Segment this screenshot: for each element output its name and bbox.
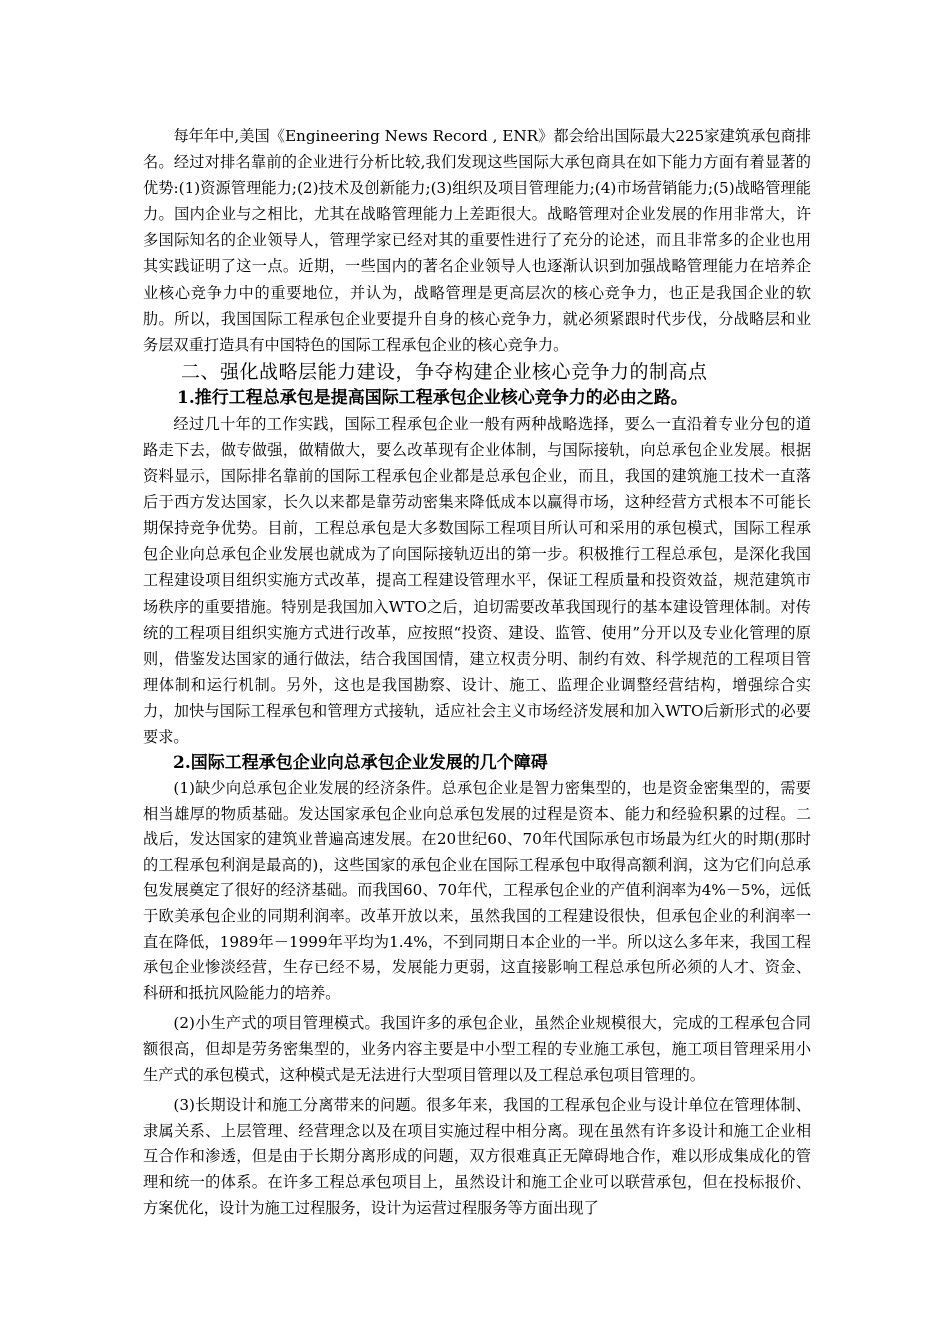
subheading-1: 1.推行工程总承包是提高国际工程承包企业核心竞争力的必由之路。 [177,387,688,408]
subheading-2: 2.国际工程承包企业向总承包企业发展的几个障碍 [173,753,548,774]
body-paragraph-4: (3)长期设计和施工分离带来的问题。很多年来，我国的工程承包企业与设计单位在管理体制、隶属关系、上层管理、经营理念以及在项目实施过程中相分离。现在虽然有许多设计和施工企业相互合作和渗透，但是由于长期分离形成的问题，双方很难真正无障碍地合作，难以形成集成化的管理和统一的体系。在许多工程总承包项目上，虽然设计和施工企业可以联营承包，但在投标报价、方案优化，设计为施工过程服务，设计为运营过程服务等方面出现了 [143,1096,811,1217]
section-heading: 二、强化战略层能力建设，争夺构建企业核心竞争力的制高点 [181,360,708,383]
body-paragraph-1: 经过几十年的工作实践，国际工程承包企业一般有两种战略选择，要么一直沿着专业分包的道路走下去，做专做强，做精做大，要么改革现有企业体制，与国际接轨，向总承包企业发展。根据资料显示，国际排名靠前的国际工程承包企业都是总承包企业，而且，我国的建筑施工技术一直落后于西方发达国家，长久以来都是靠劳动密集来降低成本以赢得市场，这种经营方式根本不可能长期保持竞争优势。目前，工程总承包是大多数国际工程项目所认可和采用的承包模式，国际工程承包企业向总承包企业发展也就成为了向国际接轨迈出的第一步。积极推行工程总承包，是深化我国工程建设项目组织实施方式改革，提高工程建设管理水平，保证工程质量和投资效益，规范建筑市场秩序的重要措施。特别是我国加入WTO之后，迫切需要改革我国现行的基本建设管理体制。对传统的工程项目组织实施方式进行改革，应按照“投资、建设、监管、使用”分开以及专业化管理的原则，借鉴发达国家的通行做法，结合我国国情，建立权责分明、制约有效、科学规范的工程项目管理体制和运行机制。另外，这也是我国勘察、设计、施工、监理企业调整经营结构，增强综合实力，加快与国际工程承包和管理方式接轨，适应社会主义市场经济发展和加入WTO后新形式的必要要求。 [143,414,811,746]
body-paragraph-2: (1)缺少向总承包企业发展的经济条件。总承包企业是智力密集型的，也是资金密集型的，需要相当雄厚的物质基础。发达国家承包企业向总承包发展的过程是资本、能力和经验积累的过程。二战后，发达国家的建筑业普遍高速发展。在20世纪60、70年代国际承包市场最为红火的时期(那时的工程承包利润是最高的)，这些国家的承包企业在国际工程承包中取得高额利润，这为它们向总承包发展奠定了很好的经济基础。而我国60、70年代，工程承包企业的产值利润率为4%－5%，远低于欧美承包企业的同期利润率。改革开放以来，虽然我国的工程建设很快，但承包企业的利润率一直在降低，1989年－1999年平均为1.4%，不到同期日本企业的一半。所以这么多年来，我国工程承包企业惨淡经营，生存已经不易，发展能力更弱，这直接影响工程总承包所必须的人才、资金、科研和抵抗风险能力的培养。 [143,779,811,1002]
document-body [143,123,811,1221]
intro-paragraph: 每年年中,美国《Engineering News Record , ENR》都会给出国际最大225家建筑承包商排名。经过对排名靠前的企业进行分析比较,我们发现这些国际大承包商具在如下能力方面有着显著的优势:(1)资源管理能力;(2)技术及创新能力;(3)组织及项目管理能力;(4)市场营销能力;(5)战略管理能力。国内企业与之相比，尤其在战略管理能力上差距很大。战略管理对企业发展的作用非常大，许多国际知名的企业领导人，管理学家已经对其的重要性进行了充分的论述，而且非常多的企业也用其实践证明了这一点。近期，一些国内的著名企业领导人也逐渐认识到加强战略管理能力在培养企业核心竞争力中的重要地位，并认为，战略管理是更高层次的核心竞争力，也正是我国企业的软肋。所以，我国国际工程承包企业要提升自身的核心竞争力，就必须紧跟时代步伐，分战略层和业务层双重打造具有中国特色的国际工程承包企业的核心竞争力。 [143,127,811,354]
body-paragraph-3: (2)小生产式的项目管理模式。我国许多的承包企业，虽然企业规模很大，完成的工程承包合同额很高，但却是劳务密集型的，业务内容主要是中小型工程的专业施工承包，施工项目管理采用小生产式的承包模式，这种模式是无法进行大型项目管理以及工程总承包项目管理的。 [143,1014,811,1084]
